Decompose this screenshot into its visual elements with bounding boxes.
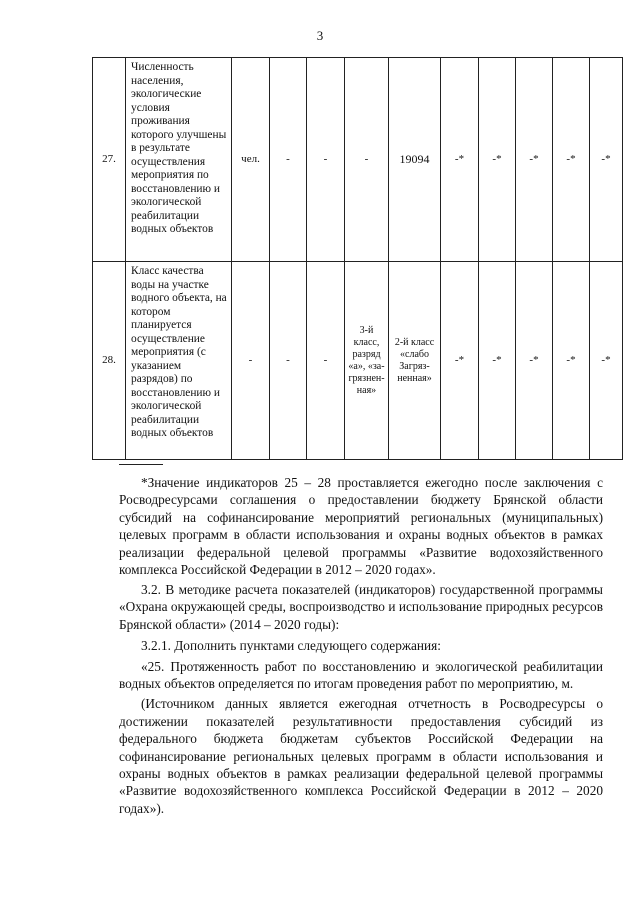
- footnote-divider: [119, 464, 163, 465]
- year-cell: -*: [479, 58, 516, 262]
- value-cell: -: [270, 262, 307, 460]
- paragraph-3-2-1: 3.2.1. Дополнить пунктами следующего содержания:: [141, 638, 441, 654]
- year-cell: -*: [441, 262, 479, 460]
- year-cell: -*: [553, 58, 590, 262]
- value-cell: 3-й класс, разряд «а», «за- грязнен- ная»: [345, 262, 389, 460]
- year-cell: -*: [590, 262, 623, 460]
- row-number: 27.: [93, 58, 126, 262]
- year-cell: -*: [479, 262, 516, 460]
- value-cell: -: [307, 58, 345, 262]
- row-number: 28.: [93, 262, 126, 460]
- table-row: [93, 262, 623, 460]
- value-cell: -: [345, 58, 389, 262]
- footnote-text: *Значение индикаторов 25 – 28 проставляется ежегодно после заключения с Росводресурсами соглашения о предоставлении бюджету Брянской области субсидий на софинансирование мероприятий региональных (муниципальных) целевых программ в области использования и охраны водных объектов в рамках реализации федеральной целевой программы «Развитие водохозяйственного комплекса Российской Федерации в 2012 – 2020 годах».: [119, 475, 603, 578]
- table-row: [93, 58, 623, 262]
- unit-cell: -: [232, 262, 270, 460]
- year-cell: -*: [441, 58, 479, 262]
- value-cell: 2-й класс «слабо Загряз- ненная»: [389, 262, 441, 460]
- page-number: 3: [316, 28, 324, 43]
- year-cell: -*: [516, 58, 553, 262]
- year-cell: -*: [590, 58, 623, 262]
- year-cell: -*: [553, 262, 590, 460]
- body-text: [119, 581, 603, 817]
- unit-cell: чел.: [232, 58, 270, 262]
- year-cell: -*: [516, 262, 553, 460]
- value-cell: -: [307, 262, 345, 460]
- footnote: [119, 474, 603, 578]
- indicator-name: Класс качества воды на участке водного объекта, на котором планируется осуществление мероприятия (с указанием разрядов) по восстановлению и экологической реабилитации водных объектов: [126, 262, 232, 460]
- paragraph-source: (Источником данных является ежегодная отчетность в Росводресурсы о достижении показателей результативности предоставления субсидий из федерального бюджета бюджетам субъектов Российской Федерации на софинансирование региональных целевых программ в области использования и охраны водных объектов в рамках реализации федеральной целевой программы «Развитие водохозяйственного комплекса Российской Федерации в 2012 – 2020 годах»).: [119, 696, 603, 816]
- indicator-name: Численность населения, экологические условия проживания которого улучшены в результате осуществления мероприятия по восстановлению и экологической реабилитации водных объектов: [126, 58, 232, 262]
- paragraph-25: «25. Протяженность работ по восстановлению и экологической реабилитации водных объектов определяется по итогам проведения работ по мероприятию, м.: [119, 658, 603, 692]
- value-cell: -: [270, 58, 307, 262]
- paragraph-3-2: 3.2. В методике расчета показателей (индикаторов) государственной программы «Охрана окружающей среды, воспроизводство и использование природных ресурсов Брянской области» (2014 – 2020 годы):: [119, 582, 603, 632]
- indicators-table: [92, 57, 623, 460]
- value-cell: 19094: [389, 58, 441, 262]
